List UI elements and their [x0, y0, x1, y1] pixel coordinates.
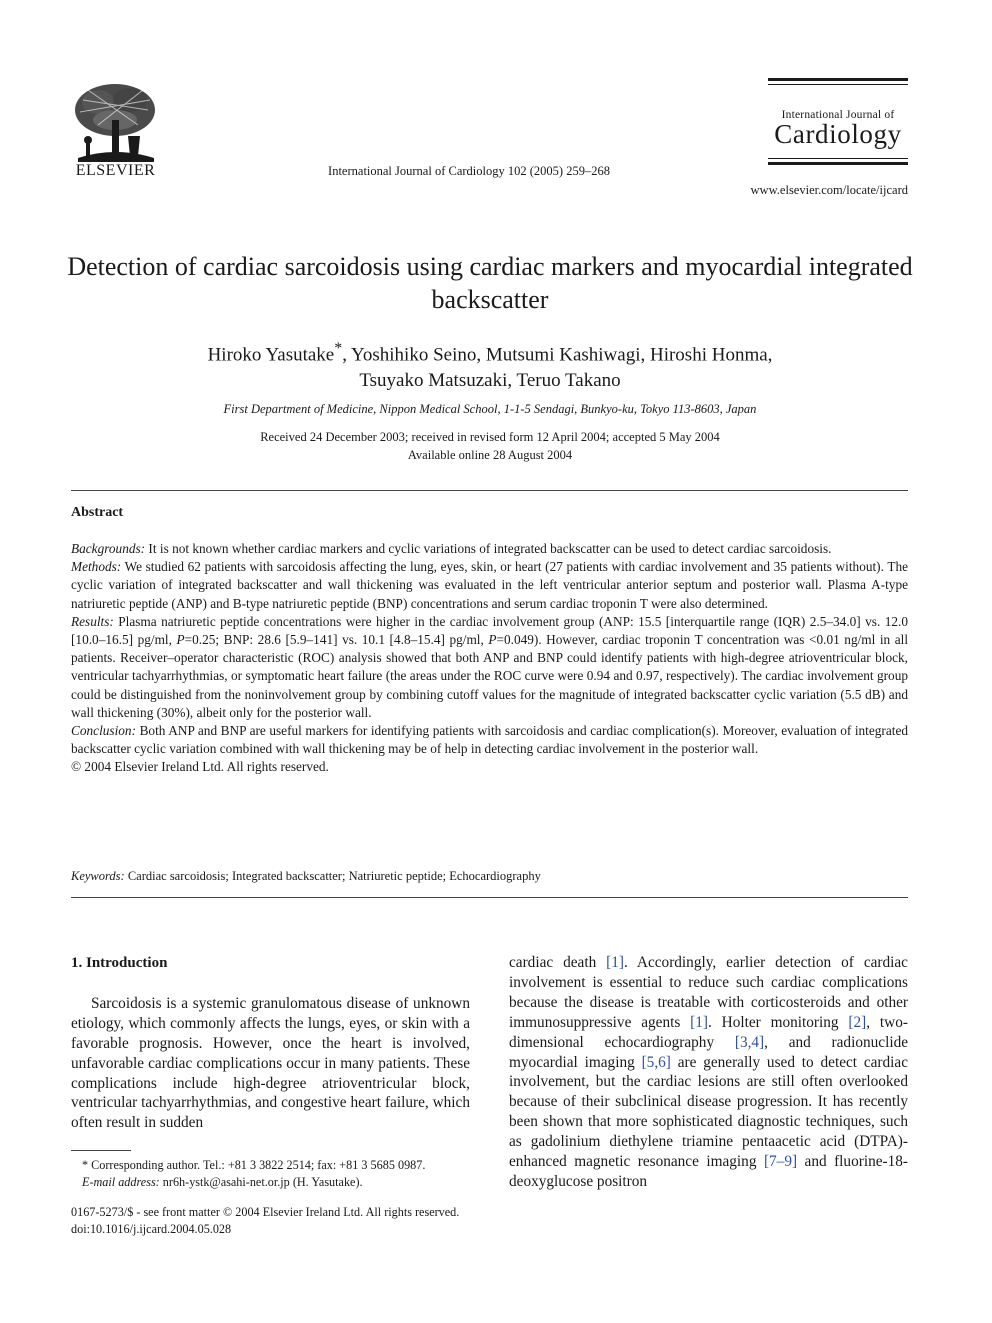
abstract-heading: Abstract: [71, 505, 124, 520]
masthead-rule-top: [768, 78, 908, 81]
intro-paragraph-continued: [509, 953, 908, 1192]
journal-masthead: [768, 78, 908, 165]
masthead-rule-top-thin: [768, 84, 908, 85]
citation-link[interactable]: [1]: [690, 1013, 708, 1031]
received-dates: Received 24 December 2003; received in revised form 12 April 2004; accepted 5 May 2004: [260, 430, 720, 444]
results-label: Results:: [71, 613, 114, 629]
masthead-rule-bottom-thin: [768, 158, 908, 159]
section-heading-introduction: 1. Introduction: [71, 955, 168, 971]
citation-link[interactable]: [3,4]: [734, 1033, 765, 1051]
footnote-email: [71, 1174, 481, 1191]
footnote-corresponding-text: Corresponding author. Tel.: +81 3 3822 2514; fax: +81 3 5685 0987.: [88, 1158, 426, 1172]
footnote: [71, 1157, 481, 1190]
doi-line[interactable]: doi:10.1016/j.ijcard.2004.05.028: [71, 1221, 232, 1236]
email-address[interactable]: nr6h-ystk@asahi-net.or.jp (H. Yasutake).: [159, 1174, 363, 1189]
abstract-backgrounds: [71, 540, 908, 558]
corresponding-author-mark[interactable]: *: [334, 340, 343, 357]
results-text-c: =0.049). However, cardiac troponin T concentration was <0.01 ng/ml in all patients. Receiver–operator characteristic (ROC) analysis showed that both ANP and BNP could identify patients with high-degree atrioventricular block, ventricular tachyarrhythmias, or symptomatic heart failure (the areas under the ROC curve were 0.94 and 0.97, respectively). The cardiac involvement group could be distinguished from the noninvolvement group by combining cutoff values for the magnitude of integrated backscatter cyclic variation (5.5 dB) and wall thickening (30%), albeit only for the posterior wall.: [71, 632, 909, 720]
footnote-mark: *: [82, 1158, 89, 1172]
citation-link[interactable]: [7–9]: [763, 1153, 798, 1171]
journal-reference: [0, 164, 992, 179]
results-text-b: =0.25; BNP: 28.6 [5.9–141] vs. 10.1 [4.8–15.4] pg/ml,: [184, 632, 489, 648]
body-text: , two-dimensional echocardiography: [509, 1013, 908, 1051]
journal-reference-text: International Journal of Cardiology 102 (2005) 259–268: [328, 164, 610, 178]
intro-paragraph: Sarcoidosis is a systemic granulomatous disease of unknown etiology, which commonly affects the lungs, eyes, or skin with a favorable prognosis. However, once the heart is involved, unfavorable cardiac complications occur in many patients. These complications include high-degree atrioventricular block, ventricular tachyarrhythmias, and congestive heart failure, which often result in sudden: [71, 994, 470, 1132]
abstract-results: [71, 613, 908, 722]
body-text: are generally used to detect cardiac involvement, but the cardiac lesions are still often overlooked because of their subclinical disease progression. It has recently been shown that more sophisticated diagnostic techniques, such as gadolinium diethylene triamine pentaacetic acid (DTPA)-enhanced magnetic resonance imaging: [509, 1053, 908, 1171]
conclusion-text: Both ANP and BNP are useful markers for identifying patients with sarcoidosis and cardiac complication(s). Moreover, evaluation of integrated backscatter cyclic variation combined with wall thickening may be of help in detecting cardiac involvement in the posterior wall.: [71, 723, 908, 757]
abstract-conclusion: [71, 722, 908, 758]
abstract-rule-top: [71, 490, 908, 491]
issn-block: [71, 1204, 521, 1237]
methods-label: Methods:: [71, 559, 122, 575]
backgrounds-text: It is not known whether cardiac markers and cyclic variations of integrated backscatter can be used to detect cardiac sarcoidosis.: [145, 541, 832, 556]
email-label: E-mail address:: [82, 1174, 160, 1189]
publisher-name: ELSEVIER: [75, 162, 156, 179]
article-dates: [60, 428, 920, 464]
body-text: . Holter monitoring: [707, 1013, 849, 1031]
footnote-rule: [71, 1150, 131, 1151]
methods-text: We studied 62 patients with sarcoidosis affecting the lung, eyes, skin, or heart (27 patients with cardiac involvement and 35 patients without). The cyclic variation of integrated backscatter and wall thickening was evaluated in the left ventricular anterior septum and posterior wall. Plasma A-type natriuretic peptide (ANP) and B-type natriuretic peptide (BNP) concentrations and serum cardiac troponin T were also determined.: [71, 559, 908, 611]
citation-link[interactable]: [5,6]: [641, 1053, 671, 1071]
author-list-line2: Tsuyako Matsuzaki, Teruo Takano: [359, 370, 621, 392]
footnote-corresponding: [71, 1157, 481, 1174]
journal-url[interactable]: www.elsevier.com/locate/ijcard: [750, 183, 908, 197]
body-text: cardiac death: [509, 954, 607, 971]
article-title: Detection of cardiac sarcoidosis using cardiac markers and myocardial integrated backscatter: [67, 252, 913, 314]
backgrounds-label: Backgrounds:: [71, 541, 146, 556]
affiliation: First Department of Medicine, Nippon Medical School, 1-1-5 Sendagi, Bunkyo-ku, Tokyo 113-8603, Japan: [223, 402, 757, 416]
p-symbol: P: [176, 632, 185, 648]
citation-link[interactable]: [2]: [848, 1013, 867, 1031]
body-text: , and radionuclide myocardial imaging: [509, 1033, 909, 1071]
issn-line: 0167-5273/$ - see front matter © 2004 Elsevier Ireland Ltd. All rights reserved.: [71, 1205, 460, 1219]
keywords-text: Cardiac sarcoidosis; Integrated backscatter; Natriuretic peptide; Echocardiography: [124, 869, 541, 883]
body-text: and fluorine-18-deoxyglucose positron: [509, 1153, 908, 1190]
keywords-label: Keywords:: [71, 869, 125, 883]
citation-link[interactable]: [1]: [606, 954, 624, 971]
abstract-body: [71, 540, 908, 777]
masthead-subtitle: International Journal of: [781, 109, 895, 121]
body-column-left: [71, 954, 470, 1133]
abstract-copyright: © 2004 Elsevier Ireland Ltd. All rights reserved.: [71, 759, 329, 775]
available-online: Available online 28 August 2004: [407, 448, 573, 462]
results-text-a: Plasma natriuretic peptide concentrations were higher in the cardiac involvement group (ANP: 15.5 [interquartile range (IQR) 2.5–34.0] vs. 12.0 [10.0–16.5] pg/ml,: [71, 613, 908, 648]
p-symbol: P: [488, 632, 497, 648]
masthead-rule-bottom: [768, 162, 908, 165]
abstract-methods: [71, 558, 908, 613]
body-column-right: [509, 953, 908, 1192]
masthead-title: Cardiology: [774, 119, 902, 149]
conclusion-label: Conclusion:: [71, 723, 137, 739]
author-list: [60, 336, 920, 394]
author-first: Hiroko Yasutake: [207, 344, 335, 366]
author-list-rest: , Yoshihiko Seino, Mutsumi Kashiwagi, Hiroshi Honma,: [342, 344, 773, 366]
body-text: . Accordingly, earlier detection of cardiac involvement is essential to reduce such cardiac complications because the disease is treatable with corticosteroids and other immunosuppressive agents: [509, 954, 908, 1031]
abstract-rule-bottom: [71, 897, 908, 898]
keywords: [71, 869, 908, 884]
